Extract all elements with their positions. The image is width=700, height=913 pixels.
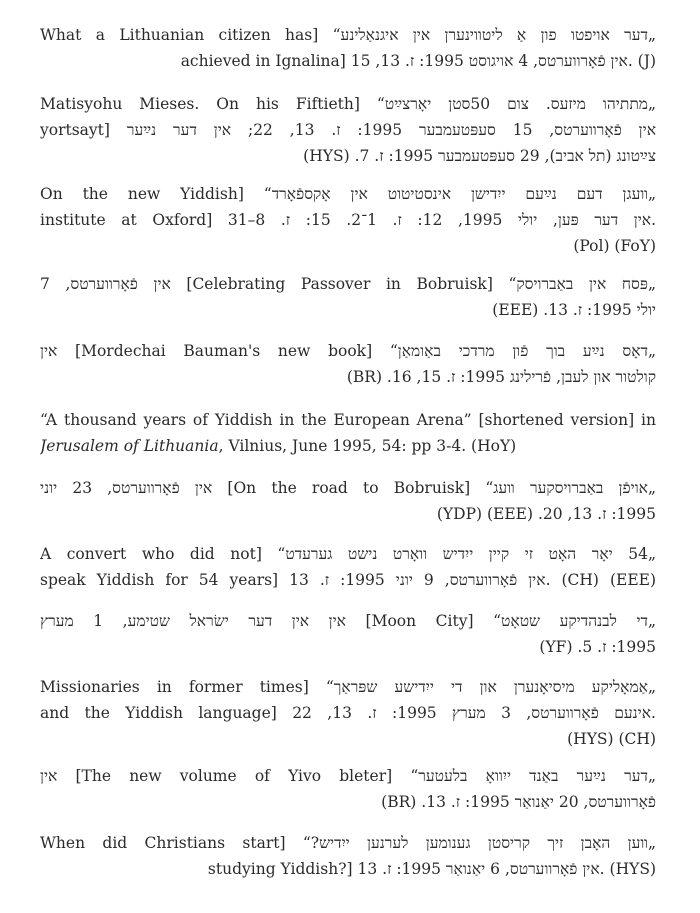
bibliography-entry (40, 763, 656, 815)
bibliography-entry (40, 22, 656, 74)
bibliography-entry (40, 181, 656, 259)
entry-line: institute at Oxford] אין דער פּען, יולי 1995, 12: ז. 1־2. 15: ז. 8–31. (40, 211, 656, 229)
entry-line: speak Yiddish for 54 years] אין פֿאָרווערטס, 9 יוני 1995: ז. 13. (CH) (EEE) (40, 571, 656, 589)
entry-line: „פּסח אין באַברויסק“ [Celebrating Passover in Bobruisk] אין פֿאָרווערטס, 7 (40, 275, 656, 293)
entry-line: „װעגן דעם נײַעם ייִדישן אינסטיטוט אין אָקספֿאָרד“ [On the new Yiddish (40, 185, 656, 203)
bibliography-entry (40, 407, 656, 459)
entry-line: „דער אויפטו פון אַ ליטווינערן אין איגנאַלינע“ [What a Lithuanian citizen has (40, 26, 656, 44)
entry-line: פֿאָרווערטס, 20 יאַנואַר 1995: ז. 13. (BR) (381, 793, 656, 811)
entry-line: and the Yiddish language] אינעם פֿאָרווערטס, 3 מערץ 1995: ז. 13, 22. (40, 704, 656, 722)
entry-line: „די לבנהדיקע שטאָט“ [Moon City] אין אין דער ישׂראל שטימע, 1 מערץ (40, 612, 656, 630)
entry-line: צײַטונג (תל אביב), 29 סעפּטעמבער 1995: ז. 7. (HYS) (303, 147, 656, 165)
entry-line: „54 יאָר האָט זי קיין ייִדיש וואָרט נישט גערעדט“ [A convert who did not (40, 545, 656, 563)
entry-line: Jerusalem of Lithuania, Vilnius, June 1995, 54: pp 3-4. (HoY) (40, 437, 517, 455)
entry-line: (HYS) (CH) (567, 730, 656, 748)
bibliography-entry (40, 91, 656, 169)
entry-line: 1995: ז. 5. (YF) (539, 638, 656, 656)
bibliography-entry (40, 830, 656, 882)
bibliography-entry (40, 338, 656, 390)
entry-line: „מתתיהו מיזעס. צום 50סטן יאָרצײַט“ [Matisyohu Mieses. On his Fiftieth (40, 95, 656, 113)
entry-line: יולי 1995: ז. 13. (EEE) (492, 301, 656, 319)
entry-line: studying Yiddish?] אין פֿאָרווערטס, 6 יאַנואַר 1995: ז. 13. (HYS) (207, 860, 656, 878)
journal-title: Jerusalem of Lithuania (40, 437, 219, 455)
entry-line: “A thousand years of Yiddish in the European Arena” [shortened version] in (40, 411, 656, 429)
entry-line: „אַמאָליקע מיסיאָנערן און די ייִדישע שפּראַך“ [Missionaries in former times (40, 678, 656, 696)
bibliography-entry (40, 541, 656, 593)
bibliography-entry (40, 608, 656, 660)
entry-line: yortsayt] אין פֿאָרווערטס, 15 סעפּטעמבער 1995: ז. 13, 22; אין דער נײַער (40, 121, 656, 139)
bibliography-entry (40, 271, 656, 323)
bibliography-entry (40, 674, 656, 752)
bibliography-entry (40, 475, 656, 527)
entry-line: „דער נײַער באַנד ייִוואָ בלעטער“ [The new volume of Yivo bleter] אין (40, 767, 656, 785)
entry-line: achieved in Ignalina] אין פֿאָרווערטס, 4 אויגוסט 1995: ז. 13, 15. (J) (180, 52, 656, 70)
entry-line: 1995: ז. 13, 20. (EEE) (YDP) (436, 505, 656, 523)
entry-line: „װען האָבן זיך קריסטן גענומען לערנען ייִדיש?“ [When did Christians start (40, 834, 656, 852)
entry-line: קולטור און לעבן, פֿרילינג 1995: ז. 15, 16. (BR) (346, 368, 656, 386)
entry-line: (Pol) (FoY) (573, 237, 656, 255)
entry-line: „דאָס נײַע בוך פֿון מרדכי באַומאַן“ [Mordechai Bauman's new book] אין (40, 342, 656, 360)
entry-line: „אויפֿן באַברויסקער װעג“ [On the road to Bobruisk] אין פֿאָרווערטס, 23 יוני (40, 479, 656, 497)
